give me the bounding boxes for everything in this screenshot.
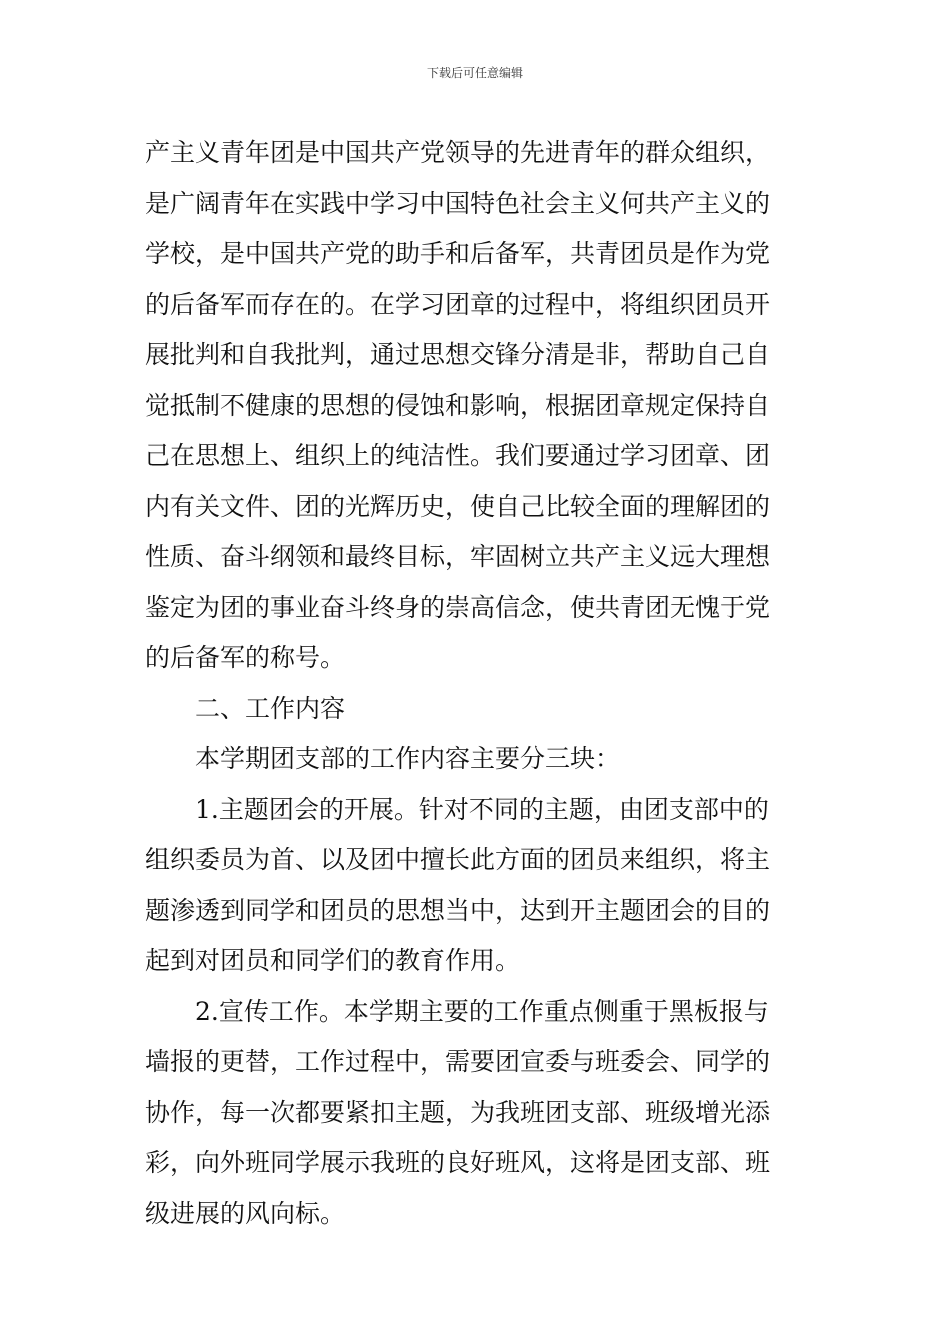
text-line: 协作，每一次都要紧扣主题，为我班团支部、班级增光添 bbox=[145, 1097, 771, 1127]
text-line: 级进展的风向标。 bbox=[145, 1198, 346, 1228]
text-line: 墙报的更替，工作过程中，需要团宣委与班委会、同学的 bbox=[145, 1047, 771, 1076]
text-line: 的后备军的称号。 bbox=[145, 643, 346, 672]
paragraph-intro: 本学期团支部的工作内容主要分三块： bbox=[195, 744, 621, 773]
document-body bbox=[145, 128, 807, 1239]
page-header: 下载后可任意编辑 bbox=[426, 66, 523, 80]
text-line: 展批判和自我批判，通过思想交锋分清是非，帮助自己自 bbox=[145, 340, 771, 369]
section-heading: 二、工作内容 bbox=[195, 693, 346, 723]
text-line: 性质、奋斗纲领和最终目标，牢固树立共产主义远大理想 bbox=[145, 542, 771, 571]
text-line: 学校，是中国共产党的助手和后备军，共青团员是作为党 bbox=[145, 239, 771, 268]
text-line: 鉴定为团的事业奋斗终身的崇高信念，使共青团无愧于党 bbox=[145, 592, 771, 622]
text-line: 内有关文件、团的光辉历史，使自己比较全面的理解团的 bbox=[145, 491, 771, 521]
list-item-1-start: 1.主题团会的开展。针对不同的主题，由团支部中的 bbox=[195, 794, 769, 824]
text-line: 产主义青年团是中国共产党领导的先进青年的群众组织， bbox=[145, 138, 771, 167]
text-line: 觉抵制不健康的思想的侵蚀和影响，根据团章规定保持自 bbox=[145, 390, 771, 420]
text-line: 彩，向外班同学展示我班的良好班风，这将是团支部、班 bbox=[145, 1148, 771, 1177]
text-line: 题渗透到同学和团员的思想当中，达到开主题团会的目的 bbox=[145, 895, 771, 925]
list-item-2-start: 2.宣传工作。本学期主要的工作重点侧重于黑板报与 bbox=[195, 996, 769, 1026]
text-line: 是广阔青年在实践中学习中国特色社会主义何共产主义的 bbox=[145, 188, 771, 218]
text-line: 组织委员为首、以及团中擅长此方面的团员来组织，将主 bbox=[145, 845, 771, 874]
text-line: 起到对团员和同学们的教育作用。 bbox=[145, 946, 521, 975]
text-line: 己在思想上、组织上的纯洁性。我们要通过学习团章、团 bbox=[145, 441, 771, 470]
text-line: 的后备军而存在的。在学习团章的过程中，将组织团员开 bbox=[145, 289, 771, 319]
